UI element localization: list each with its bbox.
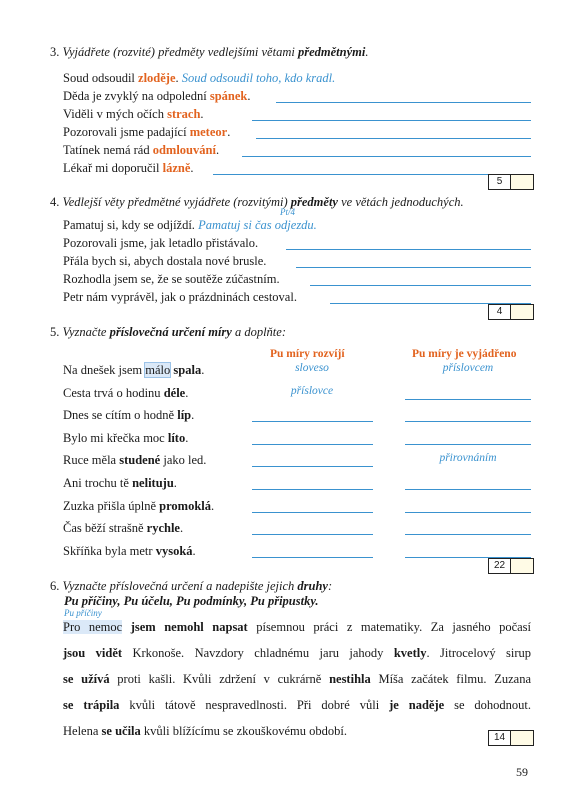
page-number: 59: [516, 765, 528, 779]
answer-line-rozviji[interactable]: [252, 444, 373, 445]
ex4-number: 4.: [50, 195, 60, 209]
ex5-number: 5.: [50, 325, 60, 339]
points-field[interactable]: [511, 731, 533, 745]
object-word: meteor: [189, 125, 228, 139]
marked-word: málo: [145, 363, 171, 377]
sentence-text: Bylo mi křečka moc: [63, 430, 168, 445]
sentence-text: Dnes se cítím o hodně: [63, 408, 178, 423]
ex4-hint-label: Pt/4: [280, 207, 295, 217]
ex6-score-box: [488, 730, 534, 746]
predicate-text: je naděje: [389, 698, 445, 712]
sentence-end: .: [175, 71, 182, 85]
answer-line-rozviji[interactable]: [252, 557, 373, 558]
sentence-text: Zuzka přišla úplně: [63, 498, 160, 513]
answer-line[interactable]: [276, 102, 531, 103]
ex6-heading: [50, 578, 332, 594]
target-word: spala: [173, 363, 202, 377]
answer-line[interactable]: [286, 249, 531, 250]
predicate-text: jsou vidět: [63, 646, 123, 660]
sentence-end: .: [247, 89, 251, 103]
sentence-end: .: [200, 107, 204, 121]
object-word: lázně: [162, 161, 191, 175]
sentence-text: Přála bych si, abych dostala nové brusle.: [63, 254, 267, 268]
target-word: líto: [167, 430, 186, 445]
sentence-end: jako led.: [160, 453, 207, 468]
column-header-vyjadreno: Pu míry je vyjádřeno: [412, 348, 517, 360]
target-word: nelituju: [132, 476, 174, 490]
sentence-end: .: [227, 125, 231, 139]
marked-adverbial[interactable]: Pro nemoc: [63, 620, 123, 634]
ex4-row-4: [63, 271, 280, 287]
ex5-row: [63, 385, 188, 401]
ex6-hint-label: Pu příčiny: [64, 608, 102, 618]
object-word: zloděje: [138, 71, 176, 85]
ex5-row: [63, 452, 206, 468]
ex3-row-6: [63, 160, 194, 176]
predicate-text: nestihla: [329, 672, 371, 686]
ex3-row-1: [63, 70, 335, 86]
column-header-rozviji: Pu míry rozvíjí: [270, 348, 345, 360]
paragraph-text: se dohodnout.: [444, 698, 532, 712]
paragraph-text: písemnou práci z matematiky. Za jasného počasí: [247, 620, 531, 634]
answer-line[interactable]: [310, 285, 531, 286]
ex3-heading: [50, 44, 368, 60]
answer-rozviji[interactable]: sloveso: [295, 362, 329, 374]
answer-line[interactable]: [256, 138, 531, 139]
sentence-end: .: [185, 430, 189, 445]
sentence-text: Na dnešek jsem: [63, 363, 146, 377]
sentence-end: .: [201, 363, 205, 377]
target-word: vysoká: [155, 543, 193, 558]
ex5-row: [63, 407, 194, 423]
max-points: 4: [489, 305, 511, 319]
sentence-text: Lékař mi doporučil: [63, 161, 163, 175]
answer-line-vyjadreno[interactable]: [405, 444, 531, 445]
target-word: líp: [177, 408, 192, 423]
ex4-heading-text: Vedlejší věty předmětné vyjádřete (rozvitými): [62, 195, 291, 209]
ex5-row: [63, 520, 183, 536]
ex4-row-1: [63, 217, 317, 233]
paragraph-text: kvůli tátově nespravedlnosti. Při dobré vůli: [119, 698, 390, 712]
object-word: strach: [167, 107, 201, 121]
answer-line-vyjadreno[interactable]: [405, 399, 531, 400]
ex5-row: [63, 475, 177, 491]
sentence-text: Pozorovali jsme padající: [63, 125, 190, 139]
paragraph-text: kvůli blížícímu se zkouškovému období.: [140, 724, 347, 738]
object-word: odmlouvání: [152, 143, 216, 157]
ex5-row: [63, 430, 188, 446]
answer-line-rozviji[interactable]: [252, 512, 373, 513]
ex5-heading-text: Vyznačte: [62, 325, 110, 339]
ex5-heading-end: a doplňte:: [231, 325, 286, 339]
sentence-text: Cesta trvá o hodinu: [63, 385, 164, 400]
ex5-heading: [50, 324, 286, 340]
answer-line-vyjadreno[interactable]: [405, 489, 531, 490]
sentence-end: .: [190, 161, 194, 175]
sentence-text: Děda je zvyklý na odpolední: [63, 89, 210, 103]
target-word: promoklá: [159, 498, 212, 513]
answer-line-rozviji[interactable]: [252, 421, 373, 422]
ex6-heading-bold: druhy: [297, 579, 328, 593]
ex4-row-3: [63, 253, 266, 269]
predicate-text: se trápila: [63, 698, 120, 712]
answer-line-rozviji[interactable]: [252, 489, 373, 490]
sentence-text: Viděli v mých očích: [63, 107, 168, 121]
ex3-number: 3.: [50, 45, 60, 59]
ex5-row: [63, 543, 196, 559]
points-field[interactable]: [511, 305, 533, 319]
paragraph-text: Krkonoše. Navzdory chladnému jaru jahody: [122, 646, 394, 660]
paragraph-text: . Jitrocelový sirup: [426, 646, 531, 660]
ex5-heading-bold: příslovečná určení míry: [109, 325, 232, 339]
answer-line[interactable]: [213, 174, 531, 175]
paragraph-text: [122, 620, 131, 634]
answer-line-vyjadreno[interactable]: [405, 512, 531, 513]
max-points: 14: [489, 731, 511, 745]
object-word: spánek: [209, 89, 248, 103]
sentence-text: Ani trochu tě: [63, 476, 133, 490]
paragraph-text: Helena: [63, 724, 102, 738]
paragraph-line: [63, 666, 531, 692]
answer-line[interactable]: [242, 156, 531, 157]
sentence-end: .: [211, 498, 215, 513]
points-field[interactable]: [511, 559, 533, 573]
paragraph-line: [63, 640, 531, 666]
sentence-text: Skříňka byla metr: [63, 543, 156, 558]
predicate-text: kvetly: [393, 646, 427, 660]
answer-text[interactable]: Soud odsoudil toho, kdo kradl.: [181, 71, 336, 85]
answer-line-rozviji[interactable]: [252, 534, 373, 535]
sentence-text: Čas běží strašně: [63, 521, 147, 536]
sentence-end: .: [185, 385, 189, 400]
answer-vyjadreno[interactable]: příslovcem: [442, 362, 494, 374]
sentence-text: Soud odsoudil: [63, 71, 139, 85]
ex4-row-2: [63, 235, 258, 251]
predicate-text: jsem nemohl napsat: [130, 620, 248, 634]
ex4-row-5: [63, 289, 297, 305]
paragraph-line: [63, 692, 531, 718]
predicate-text: se užívá: [63, 672, 110, 686]
sentence-end: .: [179, 521, 184, 536]
sentence-text: Rozhodla jsem se, že se soutěže zúčastním.: [63, 272, 280, 286]
target-word: déle: [163, 385, 186, 400]
ex5-row: [63, 362, 204, 378]
answer-line[interactable]: [296, 267, 531, 268]
paragraph-line: [63, 614, 531, 640]
ex4-heading-end: ve větách jednoduchých.: [337, 195, 464, 209]
sentence-end: .: [192, 543, 196, 558]
answer-rozviji[interactable]: příslovce: [290, 384, 334, 397]
ex6-subheading: Pu příčiny, Pu účelu, Pu podmínky, Pu připustky.: [64, 594, 319, 608]
ex5-score-box: [488, 558, 534, 574]
paragraph-line: [63, 718, 531, 744]
ex3-heading-bold: předmětnými: [297, 45, 366, 59]
ex3-row-2: [63, 88, 251, 104]
max-points: 5: [489, 175, 511, 189]
target-word: rychle: [146, 521, 180, 536]
ex6-number: 6.: [50, 579, 60, 593]
sentence-text: Tatínek nemá rád: [63, 143, 153, 157]
sentence-text: Petr nám vyprávěl, jak o prázdninách cestoval.: [63, 290, 297, 304]
ex3-row-4: [63, 124, 230, 140]
points-field[interactable]: [511, 175, 533, 189]
answer-text[interactable]: Pamatuj si čas odjezdu.: [198, 218, 317, 232]
ex3-row-3: [63, 106, 204, 122]
sentence-text: Pozorovali jsme, jak letadlo přistávalo.: [63, 236, 259, 250]
ex3-heading-text: Vyjádřete (rozvité) předměty vedlejšími větami: [62, 45, 298, 59]
answer-line-vyjadreno[interactable]: [405, 534, 531, 535]
ex6-heading-text: Vyznačte příslovečná určení a nadepište jejich: [62, 579, 298, 593]
answer-line-rozviji[interactable]: [252, 466, 373, 467]
ex3-row-5: [63, 142, 219, 158]
sentence-end: .: [191, 408, 195, 423]
sentence-text: Pamatuj si, kdy se odjíždí.: [63, 218, 199, 232]
paragraph-text: proti kašli. Kvůli zdržení v cukrárně: [109, 672, 330, 686]
answer-line[interactable]: [252, 120, 531, 121]
paragraph-text: Míša začátek filmu. Zuzana: [370, 672, 531, 686]
answer-vyjadreno[interactable]: přirovnáním: [439, 452, 497, 465]
sentence-text: Ruce měla: [63, 453, 120, 468]
sentence-end: .: [173, 476, 177, 490]
target-word: studené: [119, 453, 161, 468]
ex3-heading-end: .: [365, 45, 369, 59]
sentence-end: .: [215, 143, 220, 157]
ex4-heading-bold: předměty: [290, 195, 338, 209]
ex4-heading: [50, 194, 464, 210]
max-points: 22: [489, 559, 511, 573]
ex6-heading-end: :: [327, 579, 333, 593]
ex3-score-box: [488, 174, 534, 190]
predicate-text: se učila: [101, 724, 141, 738]
ex4-score-box: [488, 304, 534, 320]
ex5-row: [63, 498, 214, 514]
ex6-paragraph: [63, 614, 531, 744]
answer-line-vyjadreno[interactable]: [405, 421, 531, 422]
